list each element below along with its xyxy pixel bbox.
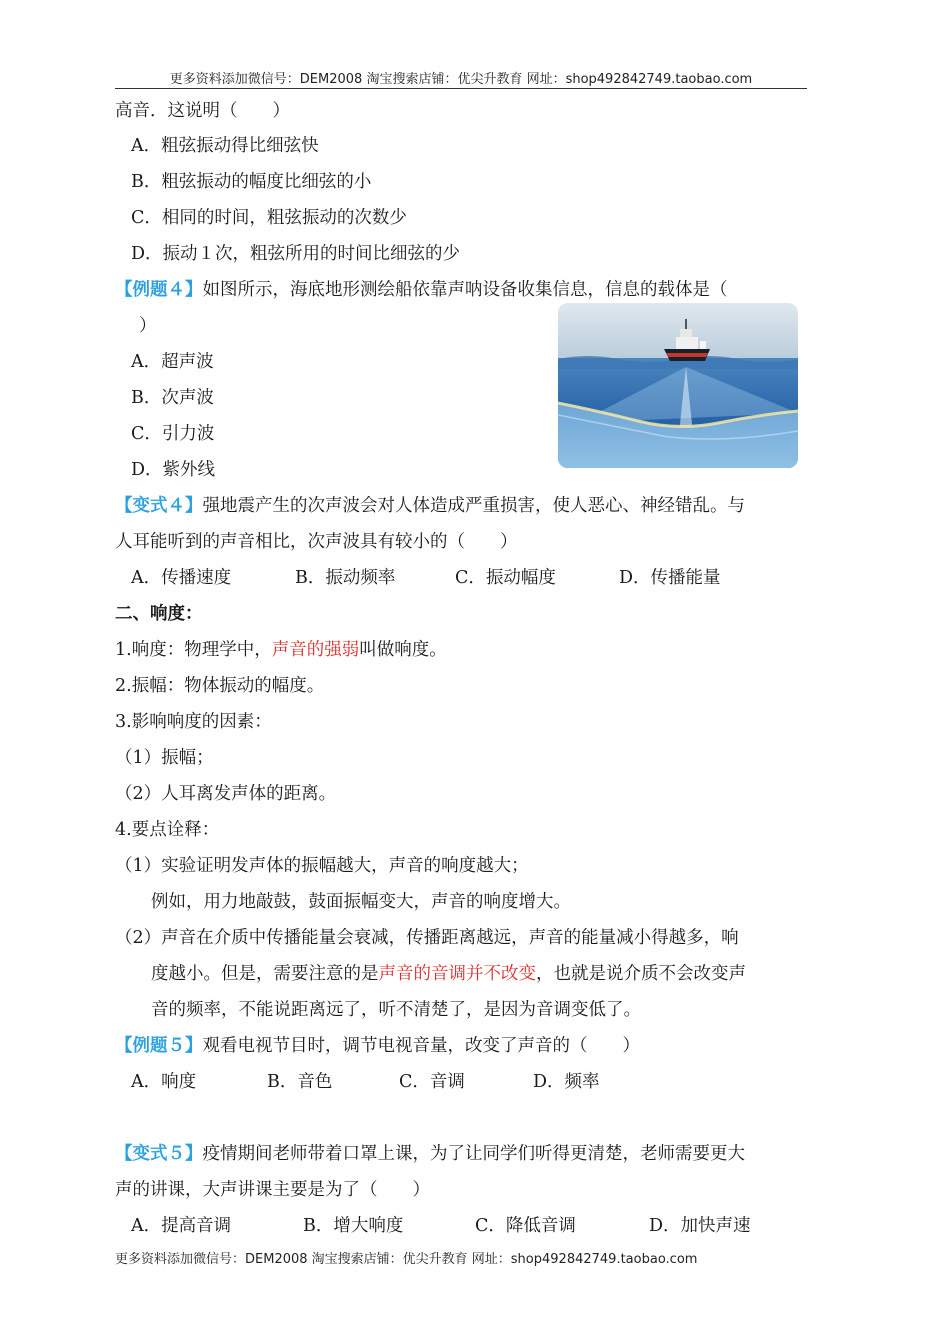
ex5-option-d: D．频率 [533,1072,600,1092]
point-4-1: （1）实验证明发声体的振幅越大，声音的响度越大； [115,856,529,876]
option-d: D．振动１次，粗弦所用的时间比细弦的少 [131,244,461,264]
example-4-stem-cont: ） [139,316,157,336]
variant-5-text: 疫情期间老师带着口罩上课，为了让同学们听得更清楚，老师需要更大 [202,1144,745,1164]
variant-4-text: 强地震产生的次声波会对人体造成严重损害，使人恶心、神经错乱。与 [202,496,745,516]
point-1-highlight: 声音的强弱 [271,640,360,660]
point-4-2-end: 音的频率，不能说距离远了，听不清楚了，是因为音调变低了。 [151,1000,641,1020]
var5-option-d: D．加快声速 [649,1216,751,1236]
point-3-1: （1）振幅； [115,748,214,768]
point-3-2: （2）人耳离发声体的距离。 [115,784,337,804]
var5-option-b: B．增大响度 [303,1216,404,1236]
example-4-text: 如图所示，海底地形测绘船依靠声呐设备收集信息，信息的载体是（ [202,280,728,300]
point-2: 2.振幅：物体振动的幅度。 [115,676,325,696]
example-4-tag: 【例题４】 [115,280,203,300]
question-tail: 高音．这说明（ ） [115,101,290,121]
option-b: B．粗弦振动的幅度比细弦的小 [131,172,372,192]
point-4-2-text-a: 度越小。但是，需要注意的是 [151,964,379,984]
variant-4-stem [115,494,745,518]
ex5-option-c: C．音调 [399,1072,465,1092]
example-5-tag: 【例题５】 [115,1036,203,1056]
var4-option-c: C．振动幅度 [455,568,556,588]
var4-option-a: A．传播速度 [131,568,232,588]
variant-5-tag: 【变式５】 [115,1144,203,1164]
point-4-2-highlight: 声音的音调并不改变 [378,964,536,984]
point-1 [115,638,447,662]
option-a: A．粗弦振动得比细弦快 [131,136,319,156]
var4-option-b: B．振动频率 [295,568,396,588]
option-c: C．相同的时间，粗弦振动的次数少 [131,208,407,228]
example-5-stem [115,1034,640,1058]
ex4-option-c: C．引力波 [131,424,215,444]
point-1-text-a: 1.响度：物理学中， [115,640,272,660]
example-4-stem [115,278,728,302]
page-footer: 更多资料添加微信号：DEM2008 淘宝搜索店铺：优尖升教育 网址：shop492842749.taobao.com [115,1252,698,1267]
point-4-2-cont [151,962,746,986]
ex5-option-a: A．响度 [131,1072,197,1092]
header-rule [115,88,807,89]
ex4-option-b: B．次声波 [131,388,214,408]
point-4-2-text-b: ，也就是说介质不会改变声 [536,964,746,984]
section-title: 二、响度： [115,604,203,624]
variant-4-stem-cont: 人耳能听到的声音相比，次声波具有较小的（ ） [115,532,518,552]
var5-option-c: C．降低音调 [475,1216,576,1236]
variant-4-tag: 【变式４】 [115,496,203,516]
variant-5-stem [115,1142,745,1166]
variant-5-stem-cont: 声的讲课，大声讲课主要是为了（ ） [115,1180,430,1200]
sonar-ship-image [558,303,798,468]
ex5-option-b: B．音色 [267,1072,333,1092]
ex4-option-d: D．紫外线 [131,460,216,480]
point-3: 3.影响响度的因素： [115,712,272,732]
point-4-1-example: 例如，用力地敲鼓，鼓面振幅变大，声音的响度增大。 [151,892,571,912]
page-header: 更多资料添加微信号：DEM2008 淘宝搜索店铺：优尖升教育 网址：shop492842749.taobao.com [169,72,753,87]
example-5-text: 观看电视节目时，调节电视音量，改变了声音的（ ） [202,1036,640,1056]
point-1-text-b: 叫做响度。 [359,640,447,660]
var4-option-d: D．传播能量 [619,568,721,588]
point-4-2: （2）声音在介质中传播能量会衰减，传播距离越远，声音的能量减小得越多，响 [115,928,739,948]
point-4: 4.要点诠释： [115,820,220,840]
ex4-option-a: A．超声波 [131,352,214,372]
var5-option-a: A．提高音调 [131,1216,232,1236]
